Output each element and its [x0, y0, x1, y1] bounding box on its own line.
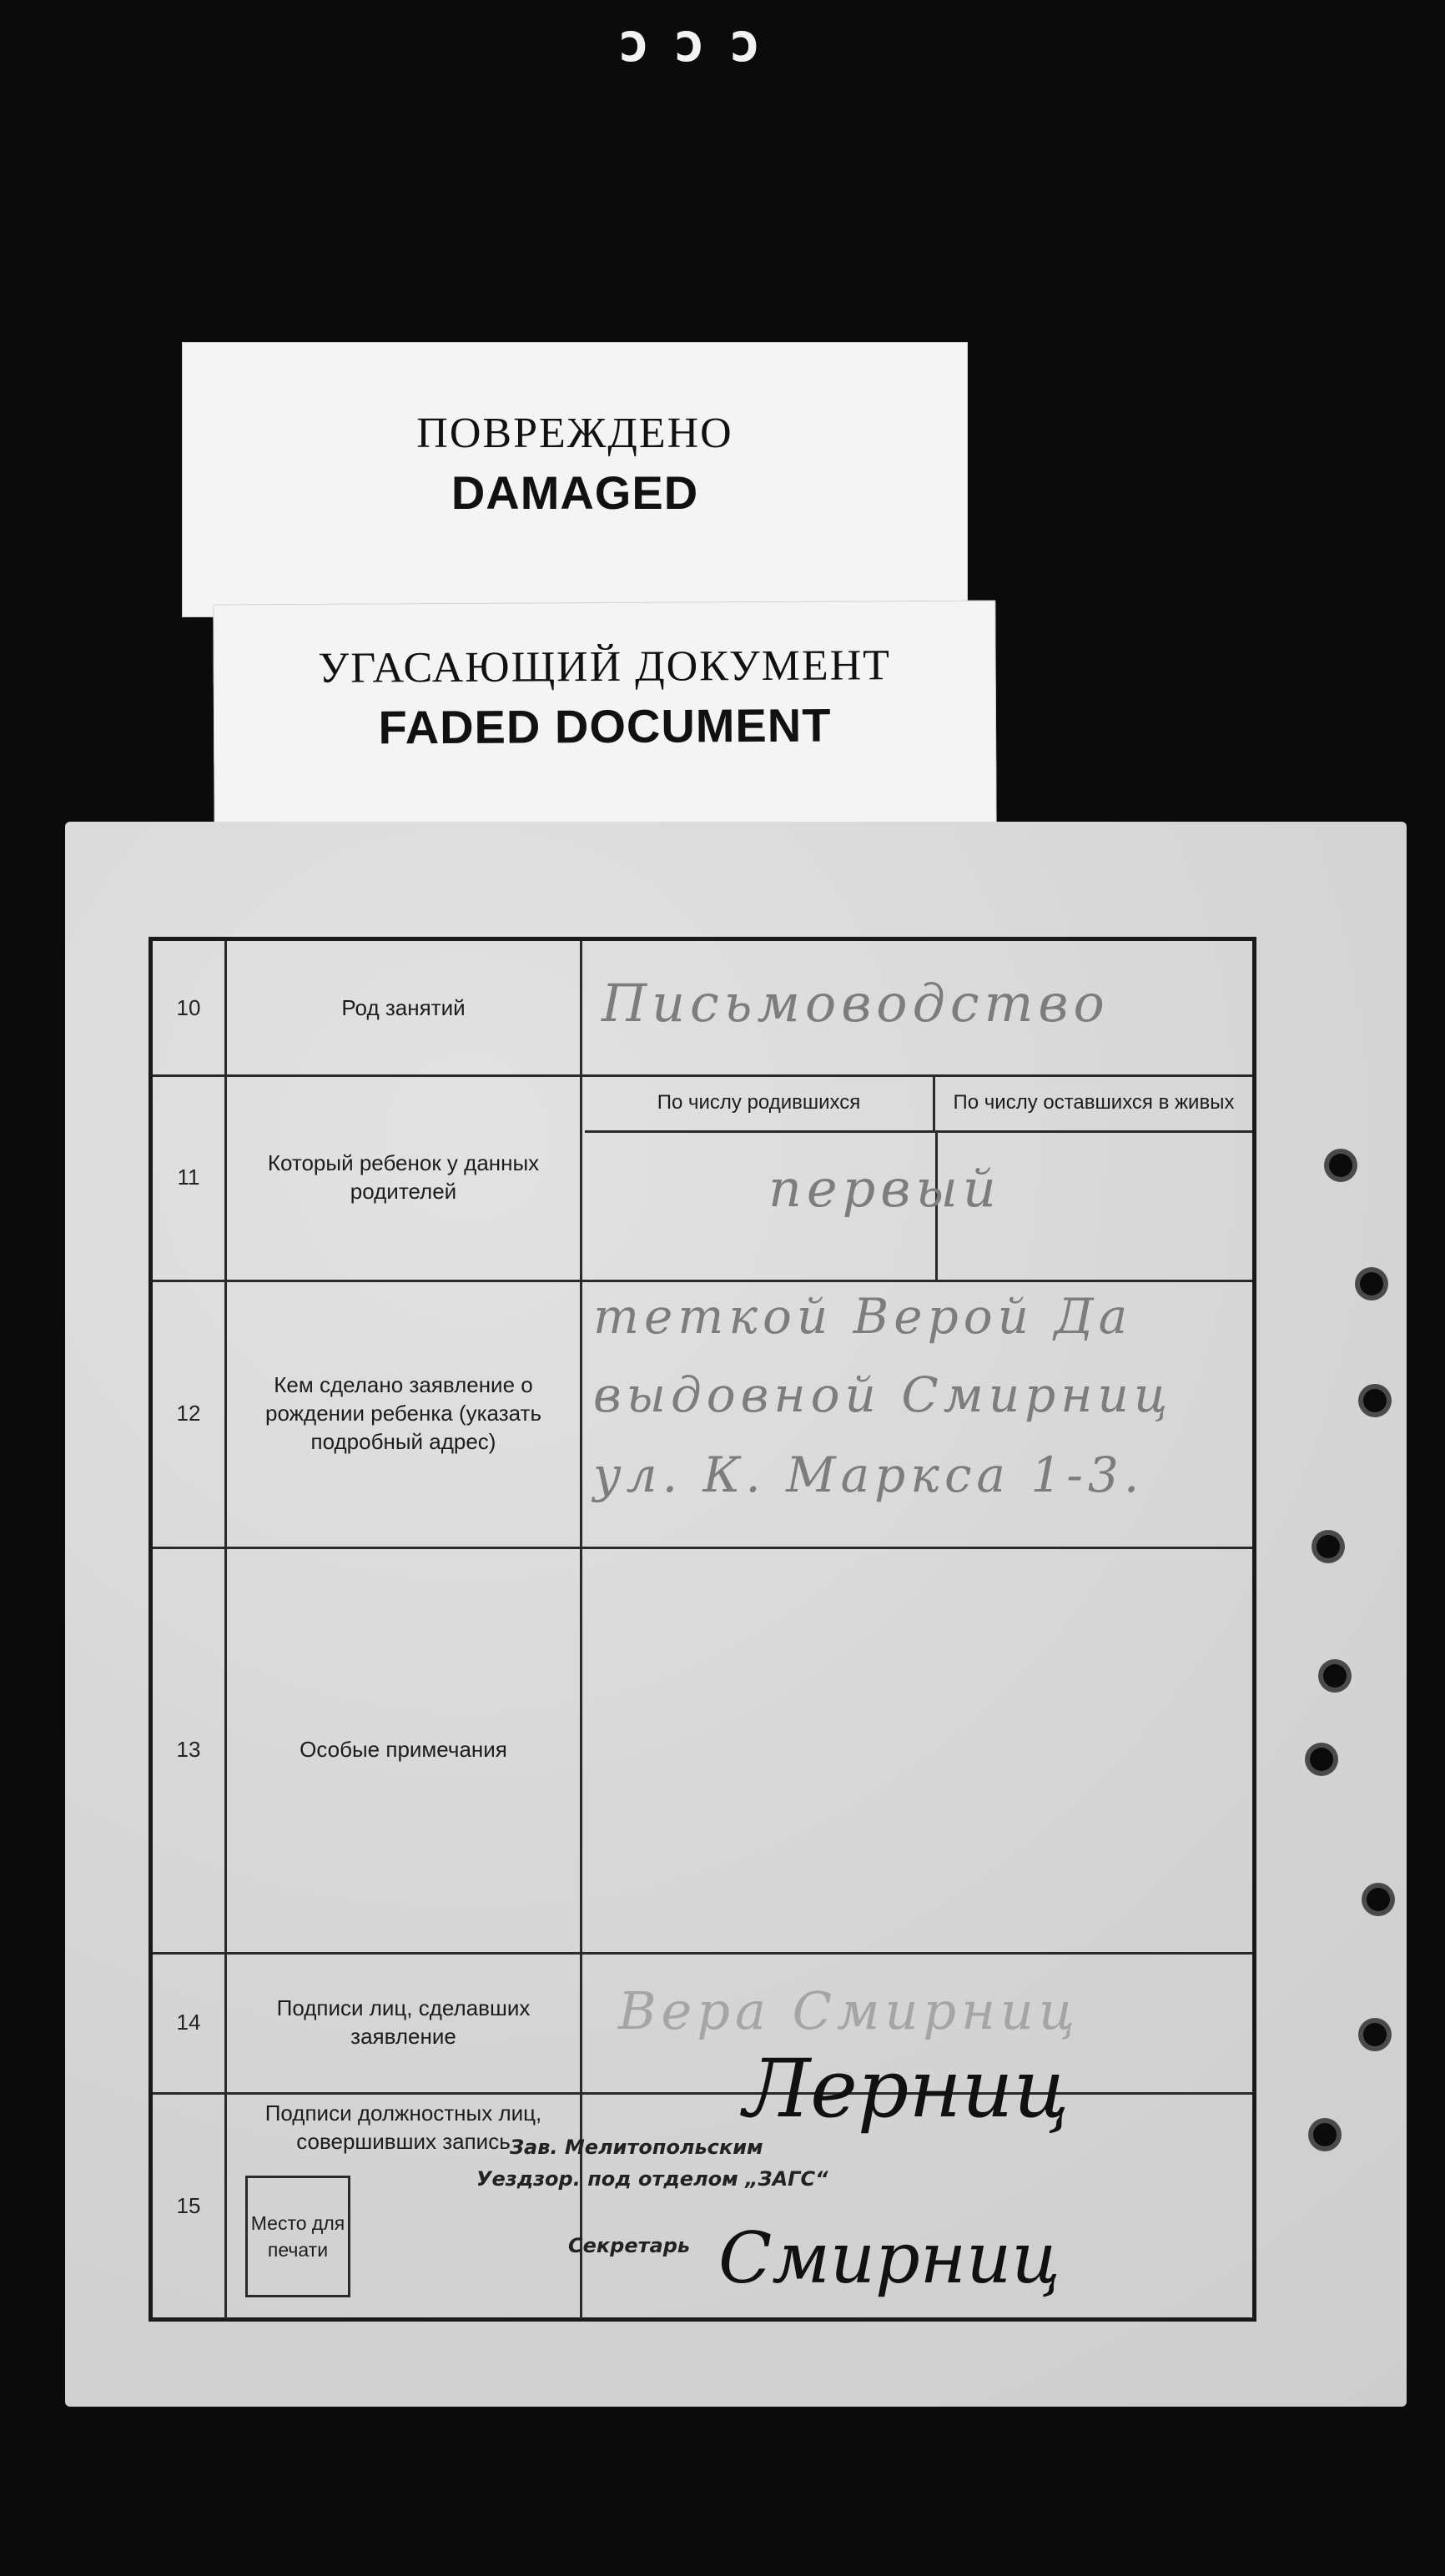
stamp-line: Зав. Мелитопольским [510, 2136, 763, 2159]
row-value [585, 1547, 1252, 1952]
binding-hole [1363, 2023, 1387, 2046]
binding-hole [1310, 1748, 1333, 1771]
secretary-signature: Смирниц [718, 2217, 1060, 2299]
handwritten-child-order: первый [768, 1158, 1001, 1219]
archive-mark: ɔɔɔ [617, 13, 784, 74]
row-label [227, 2092, 582, 2319]
row-number: 13 [153, 1547, 227, 1952]
birth-record-form [149, 937, 1256, 2322]
binding-hole [1323, 1664, 1347, 1688]
column-header-surviving: По числу оставшихся в живых [935, 1074, 1252, 1133]
damaged-label-en: DAMAGED [451, 466, 699, 519]
binding-hole [1317, 1535, 1340, 1558]
handwritten-declarant-line: теткой Верой Да [593, 1288, 1133, 1345]
stamp-place-box: Место для печати [245, 2176, 350, 2297]
form-row-10 [153, 941, 1252, 1077]
row-number: 15 [153, 2092, 227, 2319]
row-value [585, 1280, 1252, 1547]
register-sheet [65, 822, 1407, 2407]
stamp-line: Уездзор. под отделом „ЗАГС“ [476, 2167, 828, 2191]
faded-document-label [213, 601, 996, 843]
form-row-12 [153, 1280, 1252, 1549]
binding-hole [1329, 1154, 1352, 1177]
official-signatures-label: Подписи должностных лиц, совершивших запись [264, 2101, 542, 2154]
handwritten-occupation: Письмоводство [602, 973, 1110, 1034]
row-value [585, 1074, 1252, 1280]
binding-hole [1313, 2123, 1337, 2146]
form-row-11 [153, 1074, 1252, 1282]
damaged-label [182, 342, 968, 617]
column-header-born: По числу родившихся [585, 1074, 935, 1133]
row-value [476, 2042, 1252, 2319]
handwritten-declarant-signature: Вера Смирниц [618, 1980, 1080, 2041]
faded-label-ru: УГАСАЮЩИЙ ДОКУМЕНТ [318, 641, 892, 692]
binding-hole [1360, 1272, 1383, 1296]
row-label: Который ребенок у данных родителей [227, 1074, 582, 1280]
row-number: 14 [153, 1952, 227, 2092]
row-number: 12 [153, 1280, 227, 1547]
form-row-13 [153, 1547, 1252, 1955]
row-label: Кем сделано заявление о рождении ребенка (указать подробный адрес) [227, 1280, 582, 1547]
row-number: 11 [153, 1074, 227, 1280]
binding-hole [1363, 1389, 1387, 1412]
form-row-15 [153, 2042, 1252, 2319]
row-label: Подписи лиц, сделавших заявление [227, 1952, 582, 2092]
faded-label-en: FADED DOCUMENT [378, 698, 832, 754]
row-label: Особые примечания [227, 1547, 582, 1952]
row-label: Род занятий [227, 941, 582, 1074]
handwritten-declarant-line: выдовной Смирниц [593, 1366, 1173, 1423]
official-signature: Лерниц [743, 2042, 1070, 2136]
row-value [585, 941, 1252, 1074]
stamp-line: Секретарь [568, 2234, 691, 2257]
damaged-label-ru: ПОВРЕЖДЕНО [416, 410, 733, 457]
form-row-14 [153, 1952, 1252, 2095]
row-number: 10 [153, 941, 227, 1074]
binding-hole [1367, 1888, 1390, 1911]
handwritten-declarant-line: ул. К. Маркса 1-3. [593, 1446, 1145, 1503]
